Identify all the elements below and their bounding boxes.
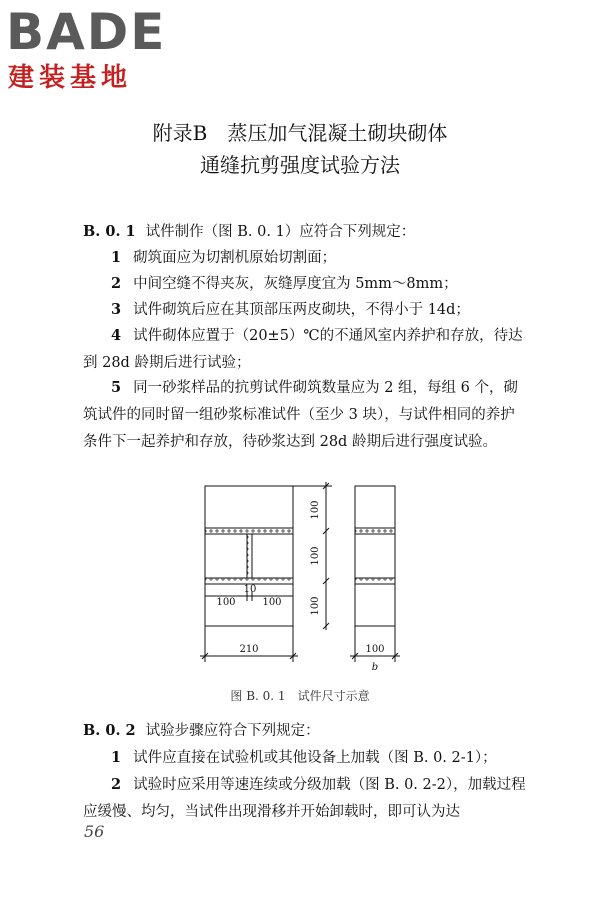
dim-label-middle: 100 — [310, 546, 321, 566]
mortar-joint-upper — [205, 528, 293, 534]
clause-number: B. 0. 1 — [83, 223, 136, 240]
side-mortar-joint-upper — [355, 528, 395, 534]
item-text: 试件应直接在试验机或其他设备上加载（图 B. 0. 2-1）； — [133, 750, 497, 766]
clause-text: 试验步骤应符合下列规定： — [145, 723, 320, 739]
page-number: 56 — [84, 822, 105, 841]
clause-number: B. 0. 2 — [83, 722, 136, 739]
list-item — [83, 296, 528, 324]
item-number: 1 — [111, 249, 122, 266]
logo-wordmark: BADE — [6, 3, 167, 61]
item-number: 1 — [111, 749, 122, 766]
appendix-title: 附录B 蒸压加气混凝土砌块砌体 — [152, 121, 448, 145]
list-item — [83, 744, 528, 772]
dim-label-bottom: 100 — [310, 596, 321, 616]
dim-label-side-b: b — [371, 662, 379, 673]
clause-b01 — [83, 218, 528, 246]
appendix-subtitle: 通缝抗剪强度试验方法 — [200, 153, 400, 177]
list-item — [83, 374, 528, 456]
list-item — [83, 270, 528, 298]
mortar-joint-vertical — [247, 534, 252, 578]
item-number: 3 — [111, 301, 122, 318]
item-text: 试件砌体应置于（20±5）℃的不通风室内养护和存放，待达到 28d 龄期后进行试验； — [83, 328, 523, 371]
dim-label-top: 100 — [310, 500, 321, 520]
side-mortar-joint-lower — [355, 578, 395, 584]
list-item — [83, 771, 528, 826]
specimen-dimension-figure — [190, 480, 410, 680]
item-text: 试验时应采用等速连续或分级加载（图 B. 0. 2-2），加载过程应缓慢、均匀，当试件出现滑移并开始卸载时，即可认为达 — [83, 777, 526, 820]
item-text: 中间空缝不得夹灰，灰缝厚度宜为 5mm～8mm； — [133, 276, 458, 292]
clause-b02 — [83, 717, 528, 745]
dim-label-gap: 10 — [243, 584, 257, 595]
logo-subtitle: 建装基地 — [8, 63, 133, 93]
dim-label-right: 100 — [262, 597, 282, 608]
list-item — [83, 244, 528, 272]
dim-label-left: 100 — [216, 597, 236, 608]
item-number: 4 — [111, 327, 122, 344]
dim-label-width: 210 — [239, 644, 259, 655]
clause-text: 试件制作（图 B. 0. 1）应符合下列规定： — [145, 224, 416, 240]
item-text: 砌筑面应为切割机原始切割面； — [133, 250, 337, 266]
dim-label-side-width: 100 — [365, 644, 385, 655]
side-view-outline — [355, 486, 395, 626]
item-number: 2 — [111, 275, 122, 292]
item-text: 同一砂浆样品的抗剪试件砌筑数量应为 2 组，每组 6 个，砌筑试件的同时留一组砂浆标准试件（至少 3 块），与试件相同的养护条件下一起养护和存放，待砂浆达到 28d 龄期后进行强度试验。 — [83, 380, 518, 450]
item-number: 5 — [111, 379, 122, 396]
bade-logo — [6, 4, 181, 99]
item-text: 试件砌筑后应在其顶部压两皮砌块，不得小于 14d； — [133, 302, 470, 318]
list-item — [83, 322, 528, 377]
item-number: 2 — [111, 776, 122, 793]
figure-caption: 图 B. 0. 1 试件尺寸示意 — [230, 689, 370, 703]
